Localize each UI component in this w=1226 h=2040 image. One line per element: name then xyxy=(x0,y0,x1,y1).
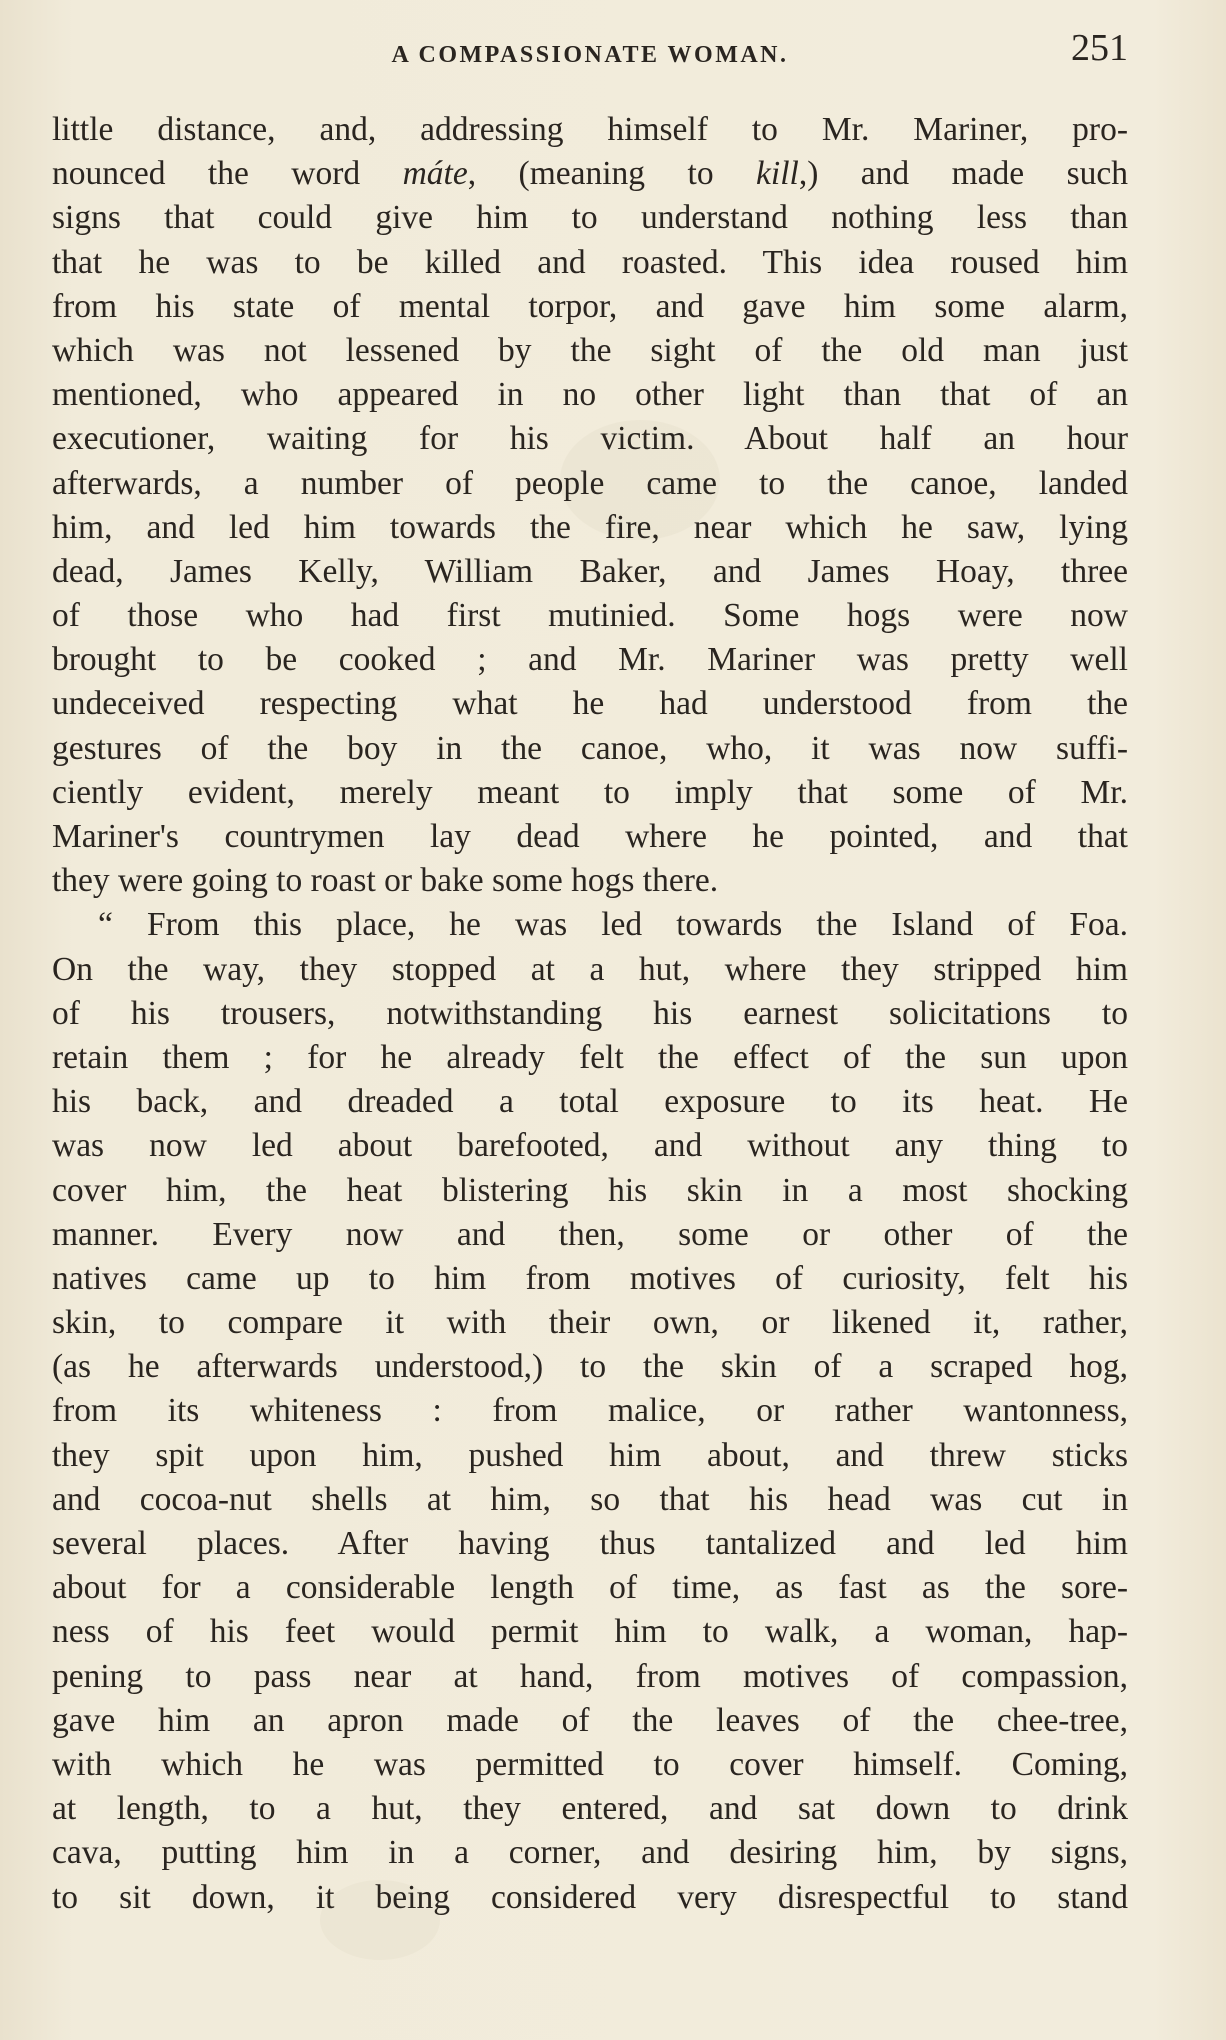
text-line: ciently evident, merely meant to imply that some of Mr. xyxy=(52,773,1128,811)
text-line: they spit upon him, pushed him about, and threw sticks xyxy=(52,1436,1128,1474)
page-number: 251 xyxy=(1071,27,1128,69)
italic-word: máte xyxy=(402,155,468,193)
text-line: cover him, the heat blistering his skin in a most shocking xyxy=(52,1171,1128,1209)
text-line: Mariner's countrymen lay dead where he pointed, and that xyxy=(52,818,1128,855)
text-line: skin, to compare it with their own, or likened it, rather, xyxy=(52,1304,1128,1342)
text-line: executioner, waiting for his victim. About half an hour xyxy=(52,420,1128,458)
text-line: ness of his feet would permit him to walk, a woman, hap- xyxy=(52,1613,1128,1651)
text-line: about for a considerable length of time, as fast as the sore- xyxy=(52,1569,1128,1607)
text-line: from his state of mental torpor, and gave him some alarm, xyxy=(52,287,1128,325)
text-line: undeceived respecting what he had understood from the xyxy=(52,685,1128,723)
text-line: was now led about barefooted, and without any thing to xyxy=(52,1127,1128,1165)
text-line: of his trousers, notwithstanding his earnest solicitations to xyxy=(52,994,1128,1032)
text-line: of those who had first mutinied. Some hogs were now xyxy=(52,597,1128,635)
text-line: from its whiteness : from malice, or rather wantonness, xyxy=(52,1392,1128,1430)
text-line: dead, James Kelly, William Baker, and James Hoay, three xyxy=(52,552,1128,590)
text-line: mentioned, who appeared in no other light than that of an xyxy=(52,376,1128,414)
paragraph-end-line: they were going to roast or bake some hogs there. xyxy=(52,862,719,900)
text-line: retain them ; for he already felt the effect of the sun upon xyxy=(52,1038,1128,1076)
text-line: cava, putting him in a corner, and desiring him, by signs, xyxy=(52,1834,1128,1872)
text-line: which was not lessened by the sight of the old man just xyxy=(52,331,1128,369)
text-line: at length, to a hut, they entered, and sat down to drink xyxy=(52,1790,1128,1828)
page-header xyxy=(52,26,1128,76)
running-head: A COMPASSIONATE WOMAN. xyxy=(391,42,789,68)
text-line: brought to be cooked ; and Mr. Mariner was pretty well xyxy=(52,641,1128,679)
text-line: several places. After having thus tantalized and led him xyxy=(52,1525,1128,1562)
text-line: to sit down, it being considered very disrespectful to stand xyxy=(52,1878,1128,1916)
text-line: (as he afterwards understood,) to the skin of a scraped hog, xyxy=(52,1348,1128,1386)
text-line: pening to pass near at hand, from motives of compassion, xyxy=(52,1657,1128,1695)
body-text xyxy=(52,108,1128,1920)
text-line: afterwards, a number of people came to the canoe, landed xyxy=(52,464,1128,502)
text-line: him, and led him towards the fire, near which he saw, lying xyxy=(52,508,1128,546)
text-line: his back, and dreaded a total exposure to its heat. He xyxy=(52,1083,1128,1121)
text-line: gestures of the boy in the canoe, who, it was now suffi- xyxy=(52,729,1128,767)
text-line: On the way, they stopped at a hut, where they stripped him xyxy=(52,950,1128,988)
paragraph-start-line: “ From this place, he was led towards the Island of Foa. xyxy=(98,906,1128,944)
text-line: with which he was permitted to cover himself. Coming, xyxy=(52,1745,1128,1783)
text-line: and cocoa-nut shells at him, so that his head was cut in xyxy=(52,1480,1128,1518)
text-line: nounced the word máte, (meaning to kill,) and made such xyxy=(52,155,1128,193)
text-line: gave him an apron made of the leaves of the chee-tree, xyxy=(52,1701,1128,1739)
text-line: that he was to be killed and roasted. This idea roused him xyxy=(52,243,1128,281)
text-line: little distance, and, addressing himself to Mr. Mariner, pro- xyxy=(52,111,1128,148)
text-line: natives came up to him from motives of curiosity, felt his xyxy=(52,1259,1128,1297)
text-line: manner. Every now and then, some or other of the xyxy=(52,1215,1128,1253)
text-line: signs that could give him to understand nothing less than xyxy=(52,199,1128,237)
italic-word: kill xyxy=(756,155,799,193)
